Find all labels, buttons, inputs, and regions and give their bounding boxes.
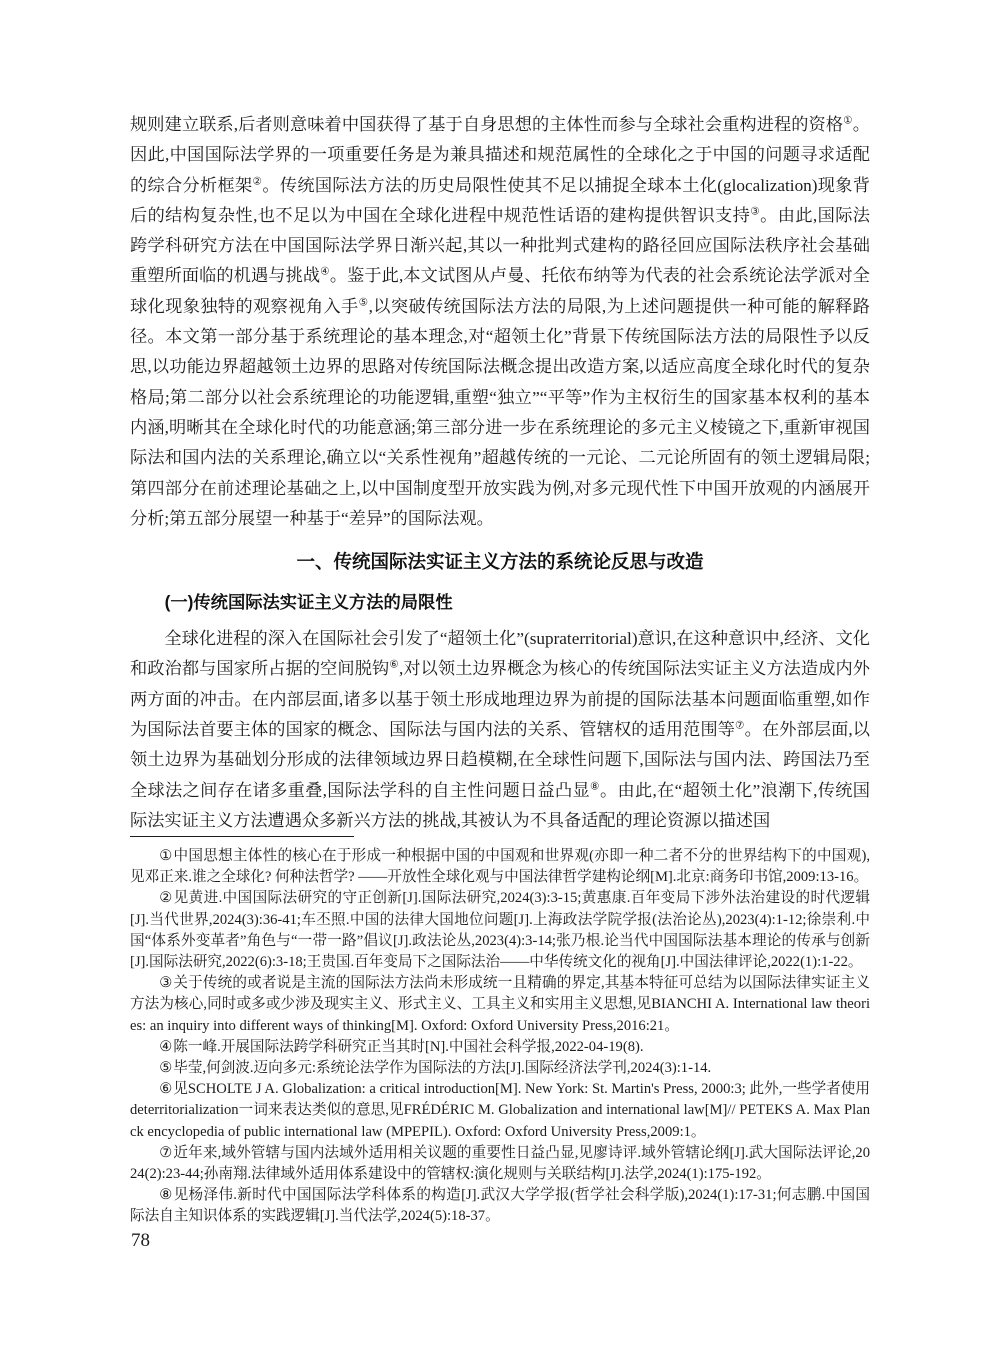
footnote-text: 见杨泽伟.新时代中国国际法学科体系的构造[J].武汉大学学报(哲学社会科学版),2024(1):17-31;何志鹏.中国国际法自主知识体系的实践逻辑[J].当代法学,2024(5):18-37。 [130,1187,870,1225]
footnote-ref: ⑧ [590,780,600,792]
footnote-ref: ④ [320,266,330,278]
footnote-ref: ③ [750,206,761,218]
footnote-text: 毕莹,何剑波.迈向多元:系统论法学作为国际法的方法[J].国际经济法学刊,2024(3):1-14. [173,1060,712,1077]
footnotes-section [130,836,870,1228]
footnote-marker: ② [159,890,173,907]
body-text-block [130,110,870,836]
footnote-item [130,973,870,1037]
footnote-item [130,888,870,973]
footnote-text: 近年来,域外管辖与国内法域外适用相关议题的重要性日益凸显,见廖诗评.域外管辖论纲[J].武大国际法评论,2024(2):23-44;孙南翔.法律域外适用体系建设中的管辖权:演化规则与关联结构[J].法学,2024(1):175-192。 [130,1144,870,1183]
footnote-item [130,846,870,888]
section-heading: 一、传统国际法实证主义方法的系统论反思与改造 [296,551,704,573]
footnote-text: 陈一峰.开展国际法跨学科研究正当其时[N].中国社会科学报,2022-04-19(8). [173,1038,644,1055]
footnote-item [130,1079,870,1143]
footnote-text: 见SCHOLTE J A. Globalization: a critical introduction[M]. New York: St. Martin's Press, 2000:3; 此外,一些学者使用deterritorialization一词来表达类似的意思,见FRÉDÉRIC M. Globalization and international law[M]// PETEKS A. Max Planck encyclopedia of public international law (MPEPIL). Oxford: Oxford University Press,2009:1。 [130,1081,870,1140]
footnote-marker: ⑥ [159,1081,173,1098]
footnote-ref: ⑤ [358,297,369,309]
footnote-text: 中国思想主体性的核心在于形成一种根据中国的中国观和世界观(亦即一种二者不分的世界结构下的中国观),见邓正来.谁之全球化? 何种法哲学? ——开放性全球化观与中国法律哲学建构论纲[M].北京:商务印书馆,2009:13-16。 [130,848,870,886]
footnote-text: 关于传统的或者说是主流的国际法方法尚未形成统一且精确的界定,其基本特征可总结为以国际法律实证主义方法为核心,同时或多或少涉及现实主义、形式主义、工具主义和实用主义思想,见BIANCHI A. International law theories: an inquiry into different ways of thinking[M]. Oxford: Oxford University Press,2016:21。 [130,975,870,1034]
subsection-heading: (一)传统国际法实证主义方法的局限性 [164,592,453,613]
footnote-marker: ① [159,848,173,864]
footnotes-list [130,846,870,1228]
footnote-text: 见黄进.中国国际法研究的守正创新[J].国际法研究,2024(3):3-15;黄惠康.百年变局下涉外法治建设的时代逻辑[J].当代世界,2024(3):36-41;车丕照.中国的法律大国地位问题[J].上海政法学院学报(法治论丛),2023(4):1-12;徐崇利.中国“体系外变革者”角色与“一带一路”倡议[J].政法论丛,2023(4):3-14;张乃根.论当代中国国际法基本理论的传承与创新[J].国际法研究,2022(6):3-18;王贵国.百年变局下之国际法治——中华传统文化的视角[J].中国法律评论,2022(1):1-22。 [130,890,870,971]
footnote-ref: ② [252,175,263,187]
footnote-marker: ③ [159,975,173,992]
footnote-ref: ① [843,115,853,127]
footnote-ref: ⑥ [389,659,399,671]
footnote-marker: ④ [159,1038,173,1055]
footnote-item [130,1185,870,1227]
footnote-ref: ⑦ [735,720,745,732]
footnote-item [130,1058,870,1079]
footnote-marker: ⑤ [159,1060,173,1077]
body-paragraph: 全球化进程的深入在国际社会引发了“超领土化”(supraterritorial)意识,在这种意识中,经济、文化和政治都与国家所占据的空间脱钩⑥,对以领土边界概念为核心的传统国际法实证主义方法造成内外两方面的冲击。在内部层面,诸多以基于领土形成地理边界为前提的国际法基本问题面临重塑,如作为国际法首要主体的国家的概念、国际法与国内法的关系、管辖权的适用范围等⑦。在外部层面,以领土边界为基础划分形成的法律领域边界日趋模糊,在全球性问题下,国际法与国内法、跨国法乃至全球法之间存在诸多重叠,国际法学科的自主性问题日益凸显⑧。由此,在“超领土化”浪潮下,传统国际法实证主义方法遭遇众多新兴方法的挑战,其被认为不具备适配的理论资源以描述国 [130,629,870,830]
footnote-divider [130,836,354,837]
footnote-item [130,1143,870,1185]
footnote-item [130,1037,870,1058]
footnote-marker: ⑦ [159,1144,173,1161]
intro-paragraph: 规则建立联系,后者则意味着中国获得了基于自身思想的主体性而参与全球社会重构进程的资格①。因此,中国国际法学界的一项重要任务是为兼具描述和规范属性的全球化之于中国的问题寻求适配的综合分析框架②。传统国际法方法的历史局限性使其不足以捕捉全球本土化(glocalization)现象背后的结构复杂性,也不足以为中国在全球化进程中规范性话语的建构提供智识支持③。由此,国际法跨学科研究方法在中国国际法学界日渐兴起,其以一种批判式建构的路径回应国际法秩序社会基础重塑所面临的机遇与挑战④。鉴于此,本文试图从卢曼、托依布纳等为代表的社会系统论法学派对全球化现象独特的观察视角入手⑤,以突破传统国际法方法的局限,为上述问题提供一种可能的解释路径。本文第一部分基于系统理论的基本理念,对“超领土化”背景下传统国际法方法的局限性予以反思,以功能边界超越领土边界的思路对传统国际法概念提出改造方案,以适应高度全球化时代的复杂格局;第二部分以社会系统理论的功能逻辑,重塑“独立”“平等”作为主权衍生的国家基本权利的基本内涵,明晰其在全球化时代的功能意涵;第三部分进一步在系统理论的多元主义棱镜之下,重新审视国际法和国内法的关系理论,确立以“关系性视角”超越传统的一元论、二元论所固有的领土逻辑局限;第四部分在前述理论基础之上,以中国制度型开放实践为例,对多元现代性下中国开放观的内涵展开分析;第五部分展望一种基于“差异”的国际法观。 [130,115,870,528]
page-number: 78 [131,1230,150,1251]
footnote-marker: ⑧ [159,1187,173,1204]
